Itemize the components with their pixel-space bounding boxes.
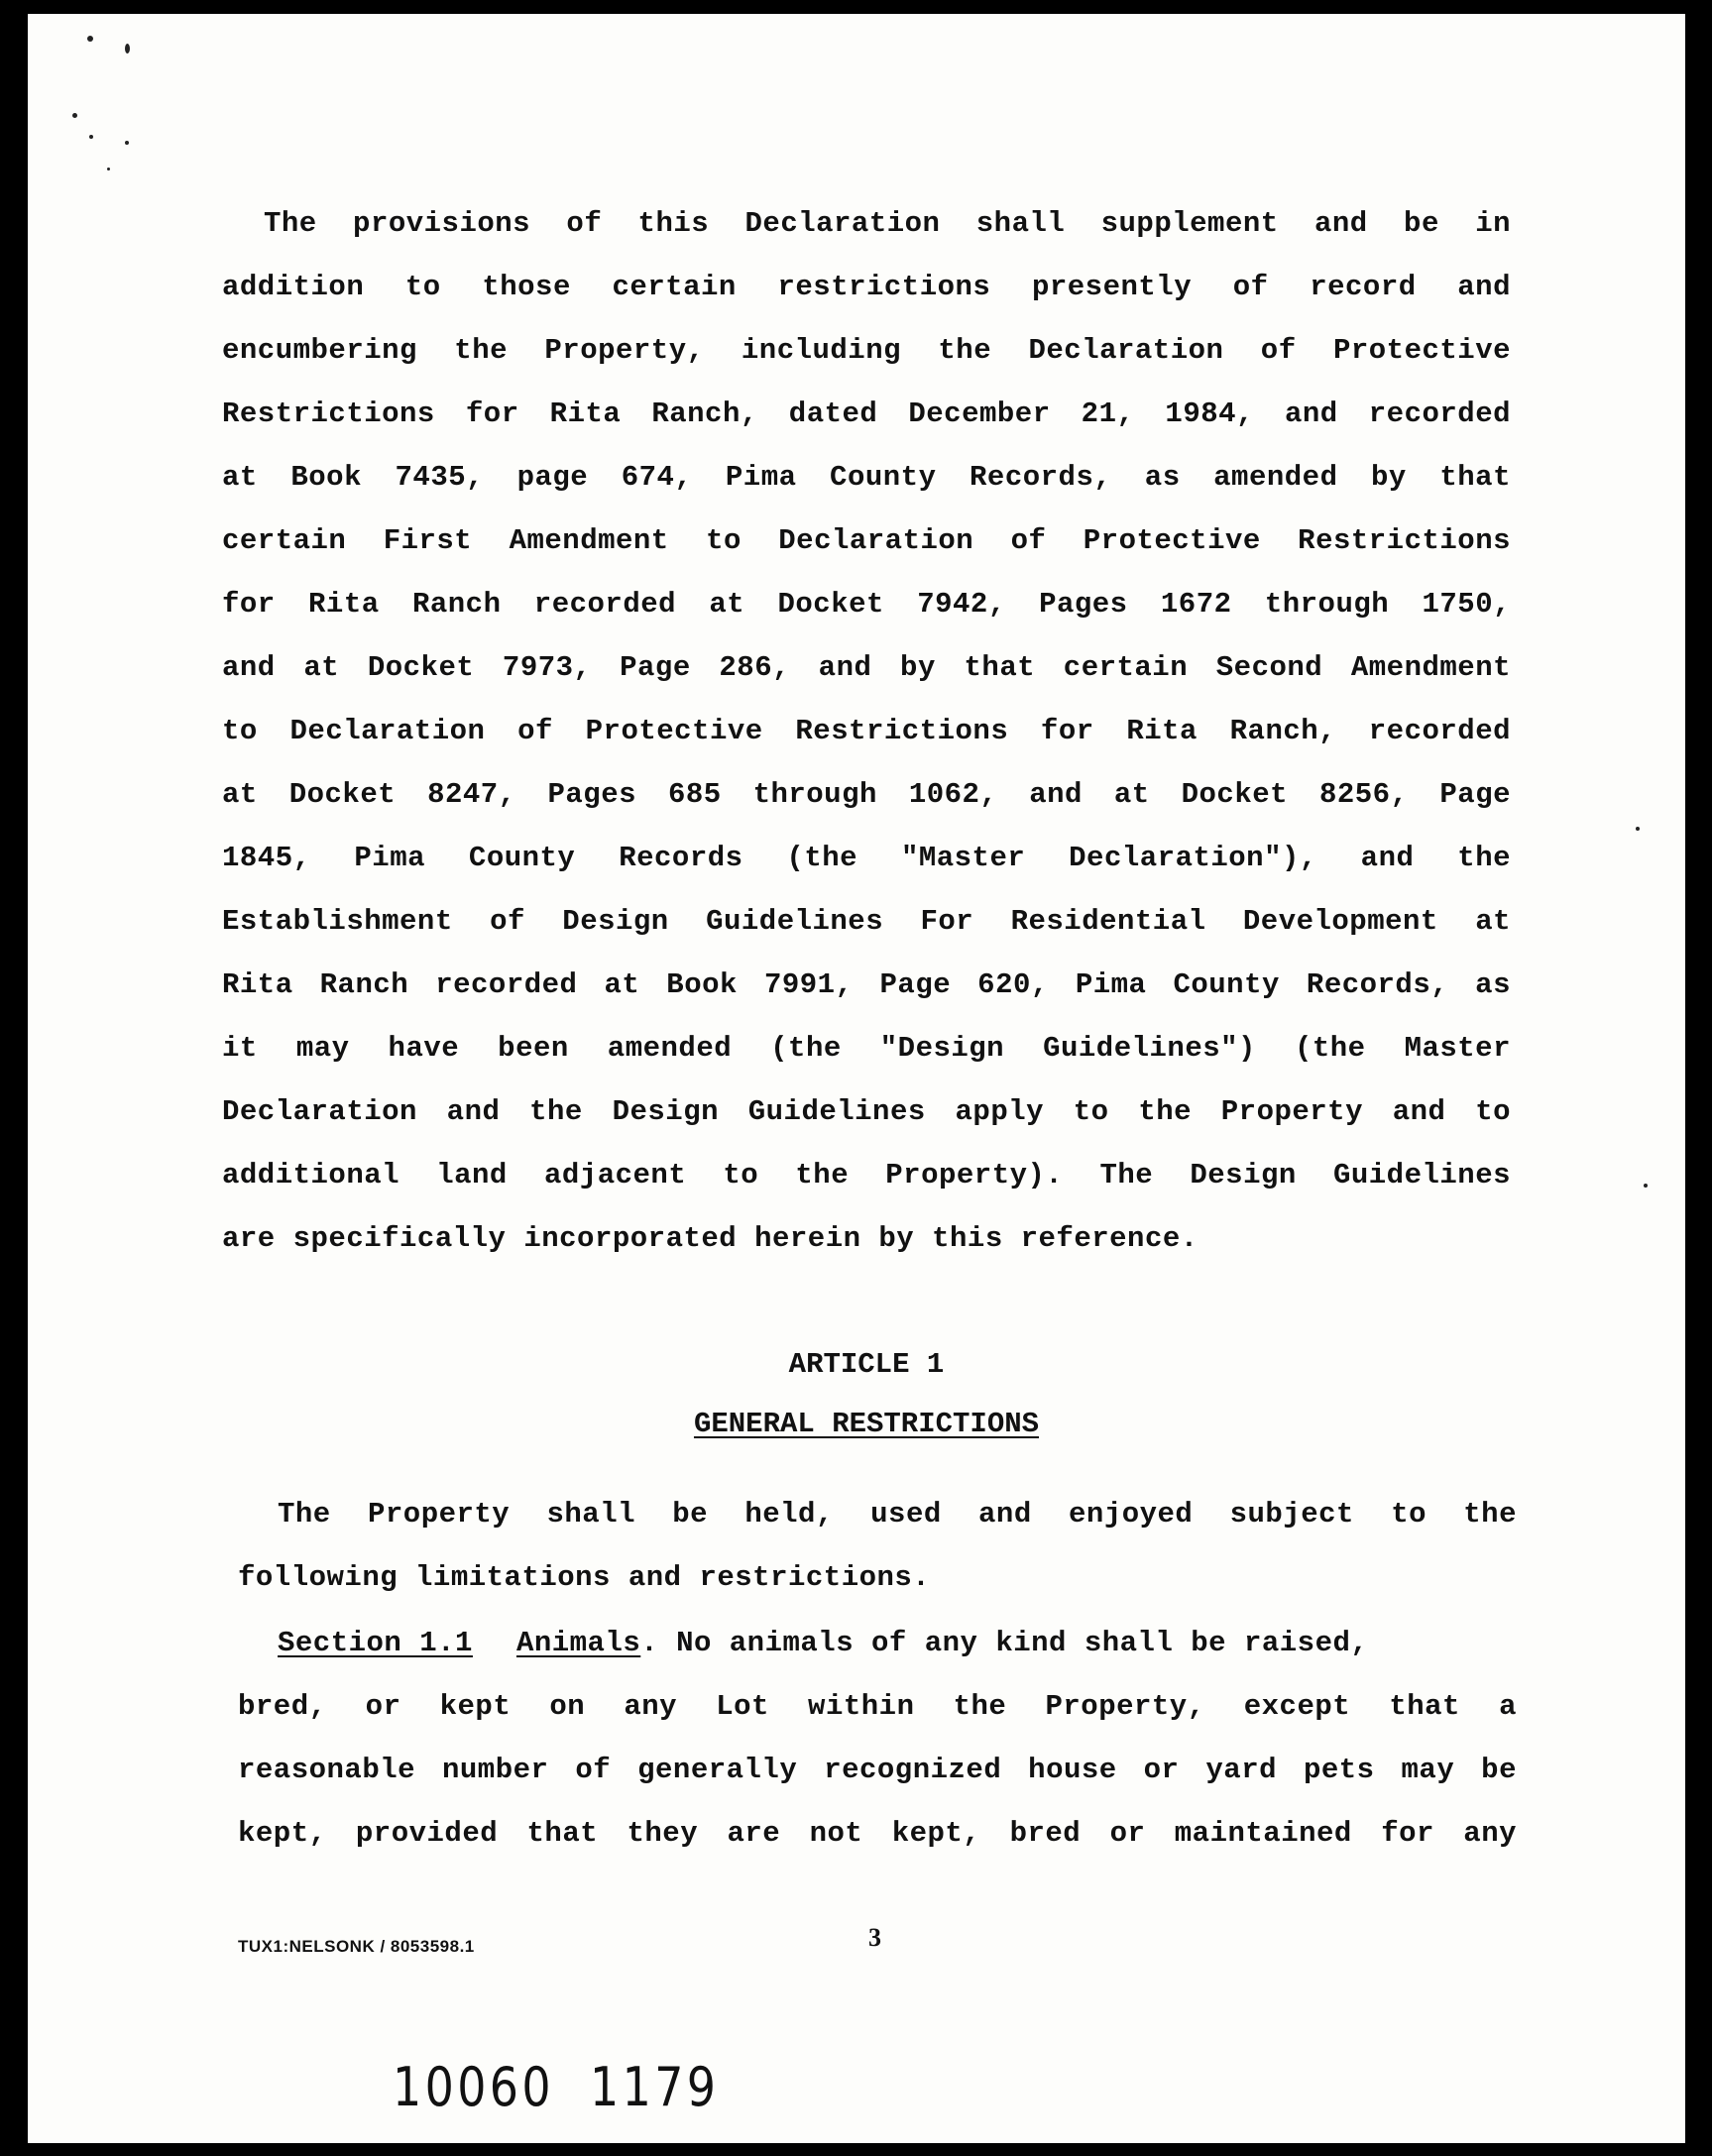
paragraph-line: are specifically incorporated herein by this reference. <box>222 1222 1198 1255</box>
paragraph-line: additional land adjacent to the Property). The Design Guidelines <box>222 1159 1511 1191</box>
section-title: Animals <box>515 1627 641 1659</box>
scan-speck <box>125 141 129 145</box>
paragraph-line: 1845, Pima County Records (the "Master Declaration"), and the <box>222 842 1511 874</box>
scan-speck <box>125 44 130 54</box>
scan-speck <box>1644 1184 1648 1188</box>
section-first-line <box>278 1620 1517 1667</box>
paragraph-line: at Book 7435, page 674, Pima County Records, as amended by that <box>222 461 1511 494</box>
scan-speck <box>72 113 77 118</box>
paragraph-line: and at Docket 7973, Page 286, and by that certain Second Amendment <box>222 651 1511 684</box>
paragraph-line: reasonable number of generally recognized house or yard pets may be <box>238 1754 1517 1786</box>
section-label: Section 1.1 <box>278 1627 473 1659</box>
paragraph-line: to Declaration of Protective Restrictions for Rita Ranch, recorded <box>222 715 1511 747</box>
article-heading: ARTICLE 1 <box>788 1348 945 1381</box>
paragraph-line: encumbering the Property, including the Declaration of Protective <box>222 334 1511 367</box>
document-page <box>28 14 1685 2143</box>
paragraph-line: certain First Amendment to Declaration of Protective Restrictions <box>222 524 1511 557</box>
paragraph-line: The Property shall be held, used and enjoyed subject to the <box>278 1498 1517 1531</box>
scan-speck <box>89 135 93 139</box>
paragraph-line: addition to those certain restrictions presently of record and <box>222 271 1511 303</box>
recording-stamp: 10060 1179 <box>393 2056 720 2118</box>
paragraph-line: following limitations and restrictions. <box>238 1561 931 1594</box>
paragraph-line: Declaration and the Design Guidelines apply to the Property and to <box>222 1095 1511 1128</box>
page-number: 3 <box>868 1923 881 1952</box>
paragraph-line: it may have been amended (the "Design Guidelines") (the Master <box>222 1032 1511 1065</box>
scan-speck <box>107 168 110 170</box>
document-id: TUX1:NELSONK / 8053598.1 <box>238 1937 475 1956</box>
scan-speck <box>87 36 93 42</box>
paragraph-line: bred, or kept on any Lot within the Property, except that a <box>238 1690 1517 1723</box>
paragraph-line: kept, provided that they are not kept, bred or maintained for any <box>238 1817 1517 1850</box>
scan-speck <box>1636 827 1640 831</box>
paragraph-line: Rita Ranch recorded at Book 7991, Page 620, Pima County Records, as <box>222 968 1511 1001</box>
article-title: GENERAL RESTRICTIONS <box>693 1408 1040 1440</box>
paragraph-line: at Docket 8247, Pages 685 through 1062, and at Docket 8256, Page <box>222 778 1511 811</box>
section-first-line-text: . No animals of any kind shall be raised, <box>640 1627 1369 1659</box>
paragraph-line: for Rita Ranch recorded at Docket 7942, Pages 1672 through 1750, <box>222 588 1511 621</box>
paragraph-line: Restrictions for Rita Ranch, dated December 21, 1984, and recorded <box>222 397 1511 430</box>
paragraph-line: The provisions of this Declaration shall supplement and be in <box>264 207 1511 240</box>
paragraph-line: Establishment of Design Guidelines For Residential Development at <box>222 905 1511 938</box>
article-title-wrap <box>222 1408 1511 1440</box>
